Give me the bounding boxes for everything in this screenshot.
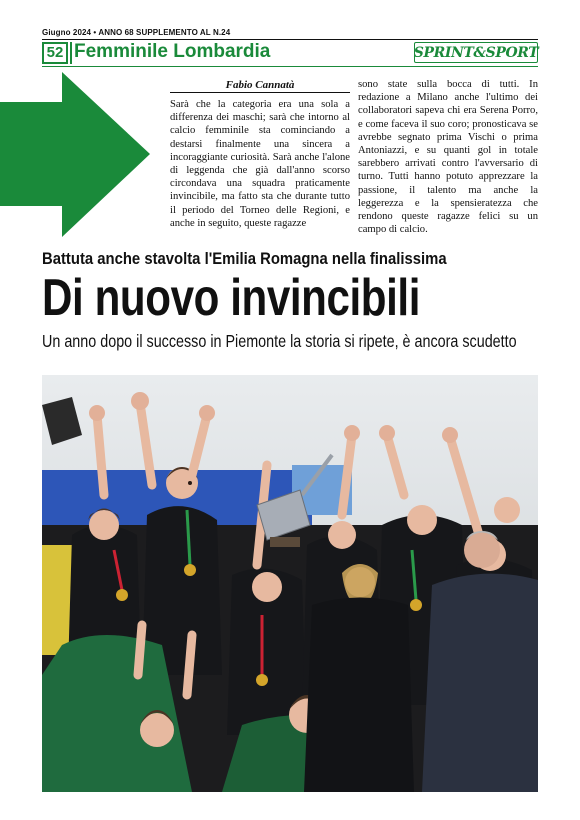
header-rule-green <box>42 66 538 67</box>
headline: Di nuovo invincibili <box>42 269 421 327</box>
kicker: Battuta anche stavolta l'Emilia Romagna nella finalissima <box>42 250 447 268</box>
article-column-1: Sarà che la categoria era una sola a differenza dei maschi; sarà che intorno al calcio femminile sta cominciando a destarsi finalmente una sincera a incoraggiante curiosità. Sarà anche l'alone di leggenda che già dall'anno scorso circondava una squadra praticamente invincibile, ma fatto sta che durante tutto il periodo del Torneo delle Regioni, e anche in seguito, queste ragazze <box>170 99 350 229</box>
byline-rule <box>170 92 350 93</box>
article-column-2: sono state sulla bocca di tutti. In redazione a Milano anche l'ultimo dei collaboratori sapeva chi era Serena Porro, e come faceva il suo coro; pronosticava se avrebbe segnato prima Vischi o prima Antoniazzi, e su quanti gol in totale sarebbero arrivati contro l'avversario di turno. Tutti hanno potuto apprezzare la passione, il talento ma anche la leggerezza e la spensieratezza che rendono queste ragazze felici su un campo di calcio. <box>358 79 538 236</box>
issue-line: Giugno 2024 • ANNO 68 SUPPLEMENTO AL N.24 <box>42 28 231 37</box>
author-byline: Fabio Cannatà <box>225 79 295 91</box>
subheadline: Un anno dopo il successo in Piemonte la storia si ripete, è ancora scudetto <box>42 331 517 351</box>
arrow-icon <box>0 72 150 237</box>
section-divider <box>70 42 72 64</box>
header-rule <box>42 39 538 40</box>
team-celebration-photo <box>42 375 538 792</box>
page-number: 52 <box>42 42 68 64</box>
publication-logo <box>414 42 538 63</box>
section-title: Femminile Lombardia <box>74 41 271 62</box>
logo-text: SPRINT&SPORT <box>413 44 539 61</box>
